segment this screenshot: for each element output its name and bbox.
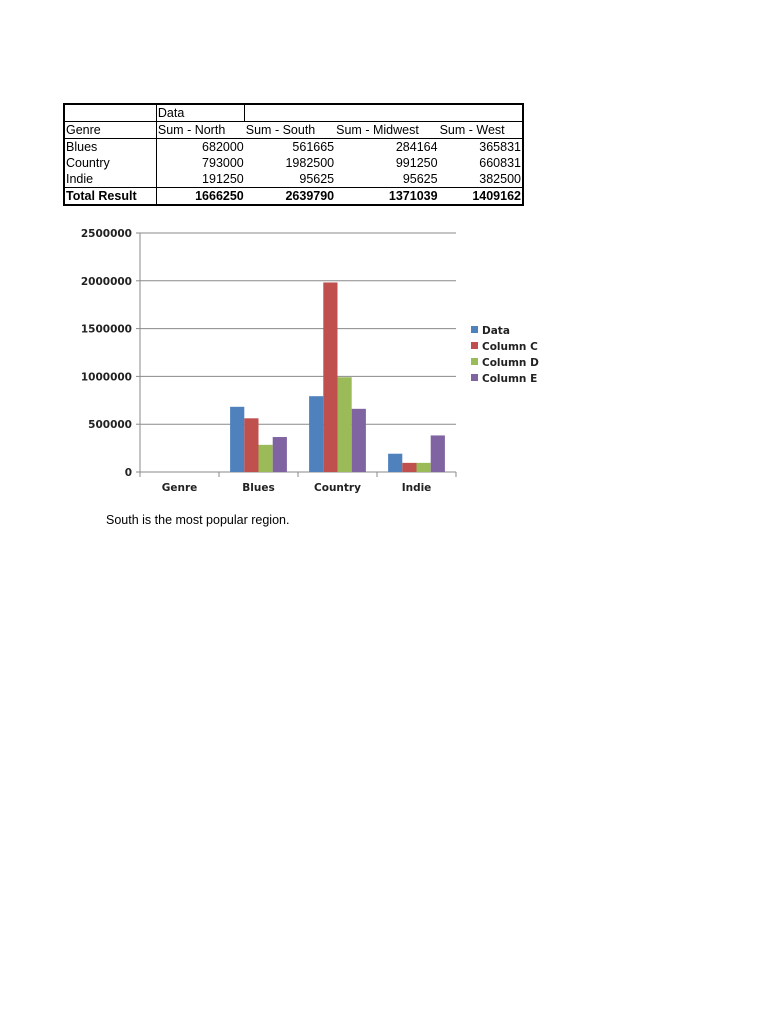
pivot-header-south: Sum - South [245,122,335,139]
y-tick-label: 1500000 [80,323,132,336]
total-row [64,188,523,206]
legend-label: Column C [482,341,538,353]
bar [417,463,431,472]
pivot-data-label: Data [156,104,244,122]
table-row [64,155,523,171]
bar [244,418,258,472]
x-tick-label: Blues [242,482,275,494]
y-tick-label: 500000 [88,419,132,432]
total-value: 1409162 [439,188,523,206]
total-value: 1666250 [156,188,244,206]
legend-swatch [471,342,478,349]
legend-swatch [471,358,478,365]
cell-value: 561665 [292,140,335,154]
legend-label: Column E [482,373,538,385]
legend-swatch [471,374,478,381]
pivot-data-header-empty [245,104,523,122]
pivot-column-header-row [64,122,523,139]
total-value: 2639790 [245,188,335,206]
pivot-header-genre: Genre [64,122,156,139]
cell-value: 191250 [202,172,244,186]
cell-value: 793000 [202,156,244,170]
y-tick-label: 2500000 [80,228,132,240]
cell-value: 682000 [202,140,244,154]
x-tick-label: Country [314,482,361,494]
bar [431,435,445,472]
summary-note: South is the most popular region. [106,513,290,527]
cell-value: 382500 [479,172,521,186]
cell-value: 991250 [395,156,438,170]
cell-value: 284164 [395,140,438,154]
row-label: Country [64,155,156,171]
pivot-corner-cell [64,104,156,122]
pivot-header-west: Sum - West [439,122,523,139]
x-tick-label: Indie [401,482,432,494]
bar [273,437,287,472]
bar-chart [80,222,540,502]
pivot-data-header-row [64,104,523,122]
legend-label: Data [482,325,510,337]
y-tick-label: 1000000 [80,371,132,384]
pivot-table [63,103,524,206]
table-row [64,171,523,188]
pivot-header-north: Sum - North [156,122,244,139]
bar [402,463,416,472]
cell-value: 95625 [402,172,438,186]
bar [309,396,323,472]
cell-value: 95625 [299,172,335,186]
x-tick-label: Genre [161,482,198,494]
bar [388,454,402,472]
bar [338,377,352,472]
y-tick-label: 2000000 [80,275,132,288]
table-row [64,139,523,156]
bar [230,407,244,472]
bar [352,409,366,472]
row-label: Blues [64,139,156,156]
total-label: Total Result [64,188,156,206]
cell-value: 660831 [479,156,521,170]
legend-swatch [471,326,478,333]
row-label: Indie [64,171,156,188]
pivot-header-midwest: Sum - Midwest [335,122,438,139]
bar [259,445,273,472]
total-value: 1371039 [335,188,438,206]
cell-value: 365831 [479,140,521,154]
y-tick-label: 0 [124,467,132,479]
cell-value: 1982500 [285,156,335,170]
legend-label: Column D [482,357,539,369]
bar [323,282,337,472]
